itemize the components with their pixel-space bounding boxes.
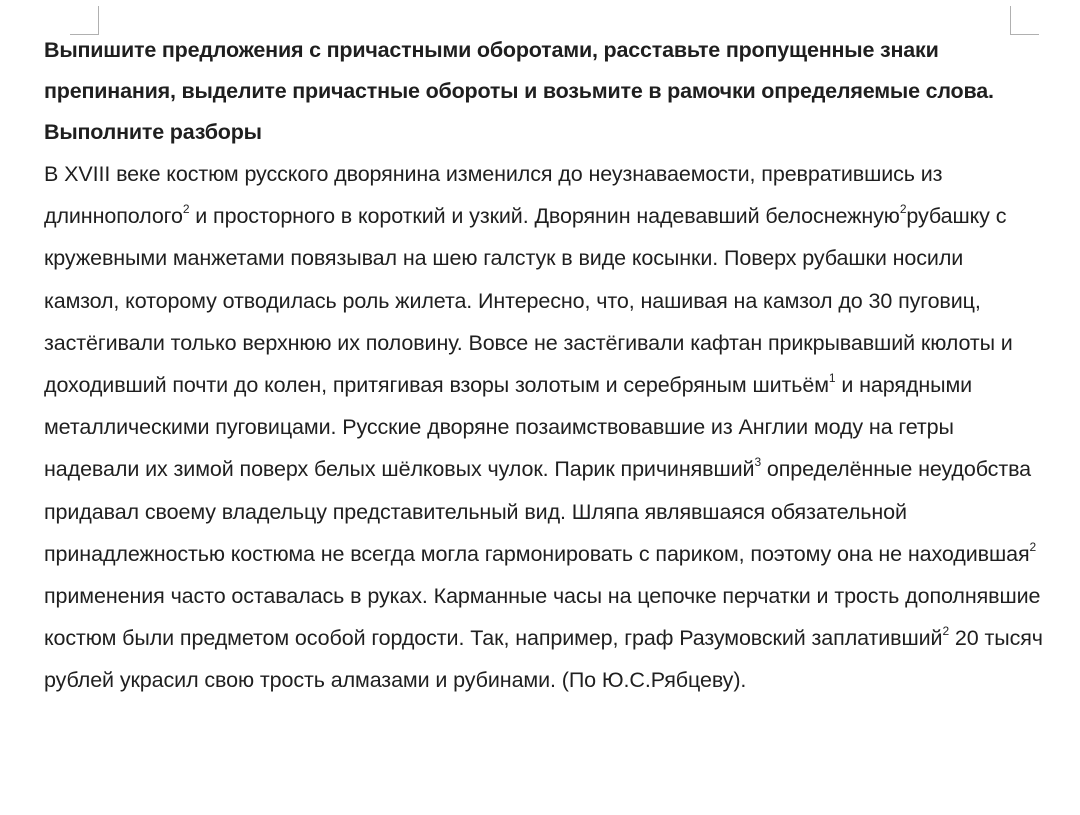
document-body [44,30,1044,702]
superscript-marker: 2 [1029,539,1037,554]
task-heading: Выпишите предложения с причастными оборотами, расставьте пропущенные знаки препинания, выделите причастные обороты и возьмите в рамочки определяемые слова. Выполните разборы [44,38,994,144]
text-segment: рубашку с кружевными манжетами повязывал на шею галстук в виде косынки. Поверх рубашки носили камзол, которому отводилась роль жилета. Интересно, что, нашивая на камзол до 30 пуговиц, застёгивали только верхнюю их половину. Вовсе не застёгивали кафтан прикрывавший кюлоты и доходивший почти до колен, притягивая взоры золотым и серебряным шитьём [44,204,1013,398]
superscript-marker: 3 [754,455,762,470]
superscript-marker: 2 [942,624,950,639]
superscript-marker: 2 [182,202,190,217]
superscript-marker: 1 [828,371,836,386]
text-segment: и просторного в короткий и узкий. Дворянин надевавший белоснежную [189,204,900,229]
text-segment: применения часто оставалась в руках. Карманные часы на цепочке перчатки и трость дополнявшие костюм были предметом особой гордости. Так, например, граф Разумовский заплативший [44,584,1041,651]
body-paragraph [44,153,1044,702]
text-segment: 20 тысяч рублей украсил свою трость алмазами и рубинами. (По Ю.С.Рябцеву). [44,626,1043,693]
text-segment: и нарядными металлическими пуговицами. Русские дворяне позаимствовавшие из Англии моду на гетры надевали их зимой поверх белых шёлковых чулок. Парик причинявший [44,373,973,482]
text-segment: определённые неудобства придавал своему владельцу представительный вид. Шляпа являвшаяся обязательной принадлежностью костюма не всегда могла гармонировать с париком, поэтому она не находившая [44,457,1032,566]
superscript-marker: 2 [899,202,907,217]
text-segment: В XVIII веке костюм русского дворянина изменился до неузнаваемости, превратившись из длиннополого [44,162,943,229]
